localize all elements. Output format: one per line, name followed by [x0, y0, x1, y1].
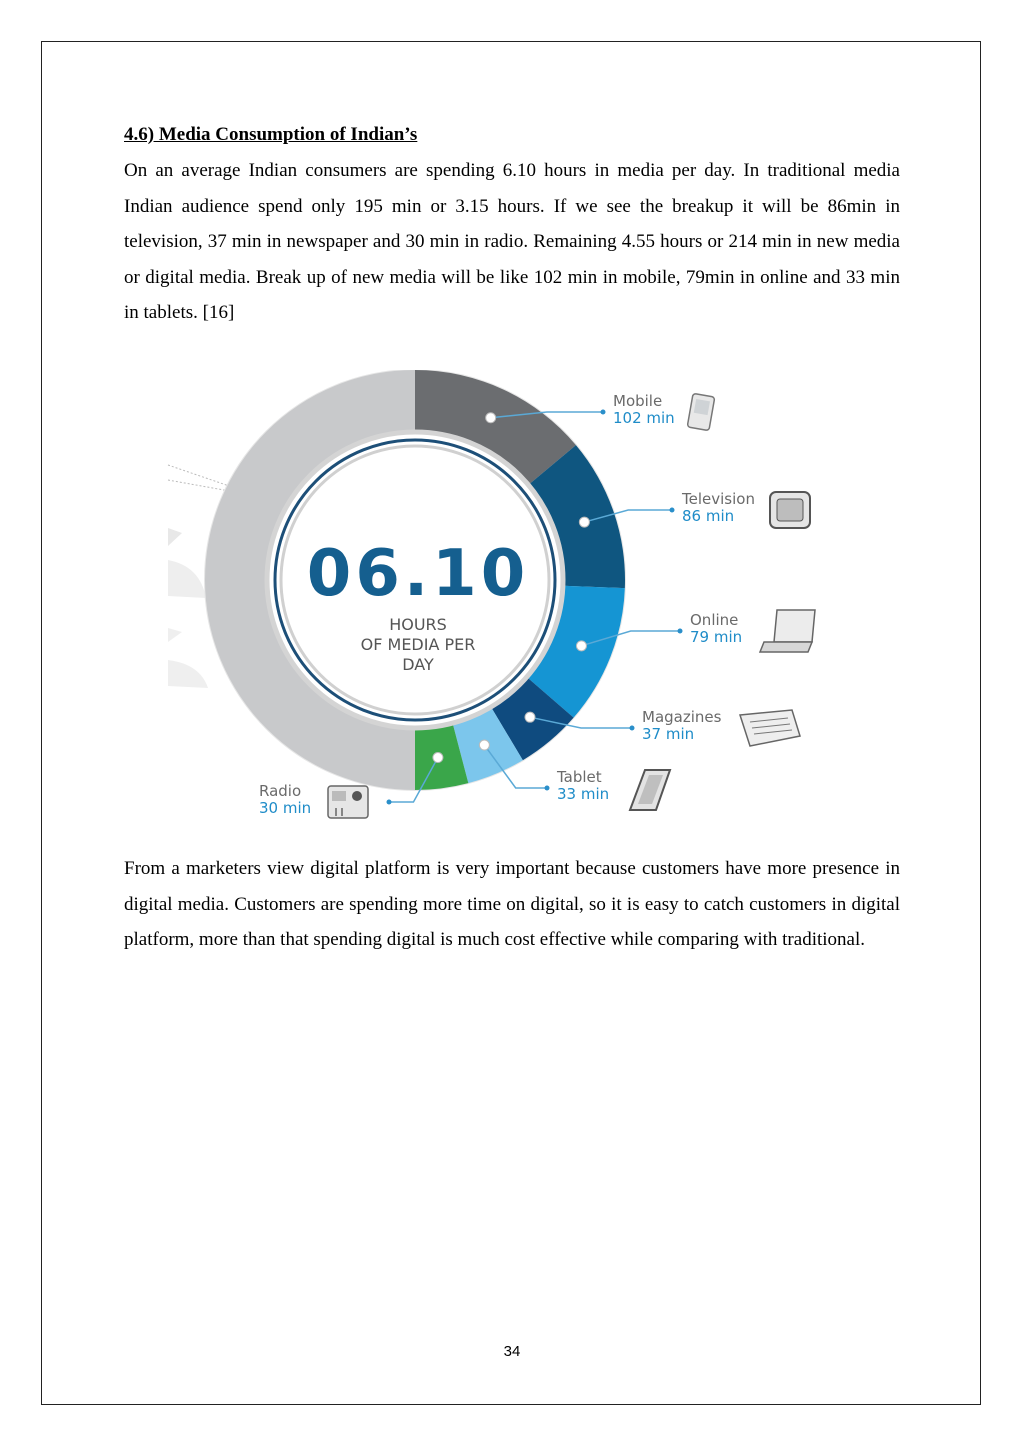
section-heading: 4.6) Media Consumption of Indian’s — [124, 124, 418, 145]
value-online: 79 min — [690, 628, 743, 646]
tablet-icon — [630, 770, 670, 810]
intro-paragraph: On an average Indian consumers are spending 6.10 hours in media per day. In traditional media Indian audience spend only 195 min or 3.15 hours. If we see the breakup it will be 86min in television, 37 min in newspaper and 30 min in radio. Remaining 4.55 hours or 214 min in new media or digital media. Break up of new media will be like 102 min in mobile, 79min in online and 33 min in tablets. [16] — [124, 160, 900, 324]
radio-icon — [328, 786, 368, 818]
callout-end — [545, 786, 550, 791]
television-icon — [770, 492, 810, 528]
value-mobile: 102 min — [613, 409, 675, 427]
donut-chart-svg — [160, 370, 860, 830]
callout-dot — [525, 712, 535, 722]
value-radio: 30 min — [259, 799, 312, 817]
page-number: 34 — [503, 1343, 521, 1360]
callout-end — [387, 800, 392, 805]
value-tablet: 33 min — [557, 785, 610, 803]
label-tablet: Tablet — [557, 768, 602, 786]
label-radio: Radio — [259, 782, 302, 800]
callout-dot — [486, 413, 496, 423]
callout-dot — [479, 740, 489, 750]
callout-dot — [576, 641, 586, 651]
value-television: 86 min — [682, 507, 735, 525]
conclusion-paragraph: From a marketers view digital platform is very important because customers have more presence in digital media. Customers are spending more time on digital, so it is easy to catch customers in digital platform, more than that spending digital is much cost effective while comparing with traditional. — [124, 858, 900, 951]
callout-end — [678, 629, 683, 634]
callout-dot — [579, 517, 589, 527]
mobile-icon — [687, 393, 715, 430]
decorative-fragment — [168, 528, 182, 546]
decorative-fragment — [168, 560, 206, 598]
callout-dot — [433, 753, 443, 763]
label-magazines: Magazines — [642, 708, 722, 726]
label-online: Online — [690, 611, 739, 629]
decorative-fragment — [168, 628, 182, 642]
decorative-line — [168, 465, 235, 488]
center-caption-line2: OF MEDIA PER — [360, 635, 476, 654]
newspaper-icon — [740, 710, 800, 746]
laptop-icon — [760, 610, 815, 652]
callout-end — [601, 410, 606, 415]
center-value: 06.10 — [306, 537, 530, 611]
callout-end — [670, 508, 675, 513]
callout-end — [630, 726, 635, 731]
center-caption-line1: HOURS — [389, 615, 447, 634]
media-consumption-chart — [160, 370, 860, 830]
label-television: Television — [682, 490, 755, 508]
value-magazines: 37 min — [642, 725, 695, 743]
center-caption-line3: DAY — [402, 655, 434, 674]
decorative-fragment — [168, 660, 208, 688]
label-mobile: Mobile — [613, 392, 663, 410]
